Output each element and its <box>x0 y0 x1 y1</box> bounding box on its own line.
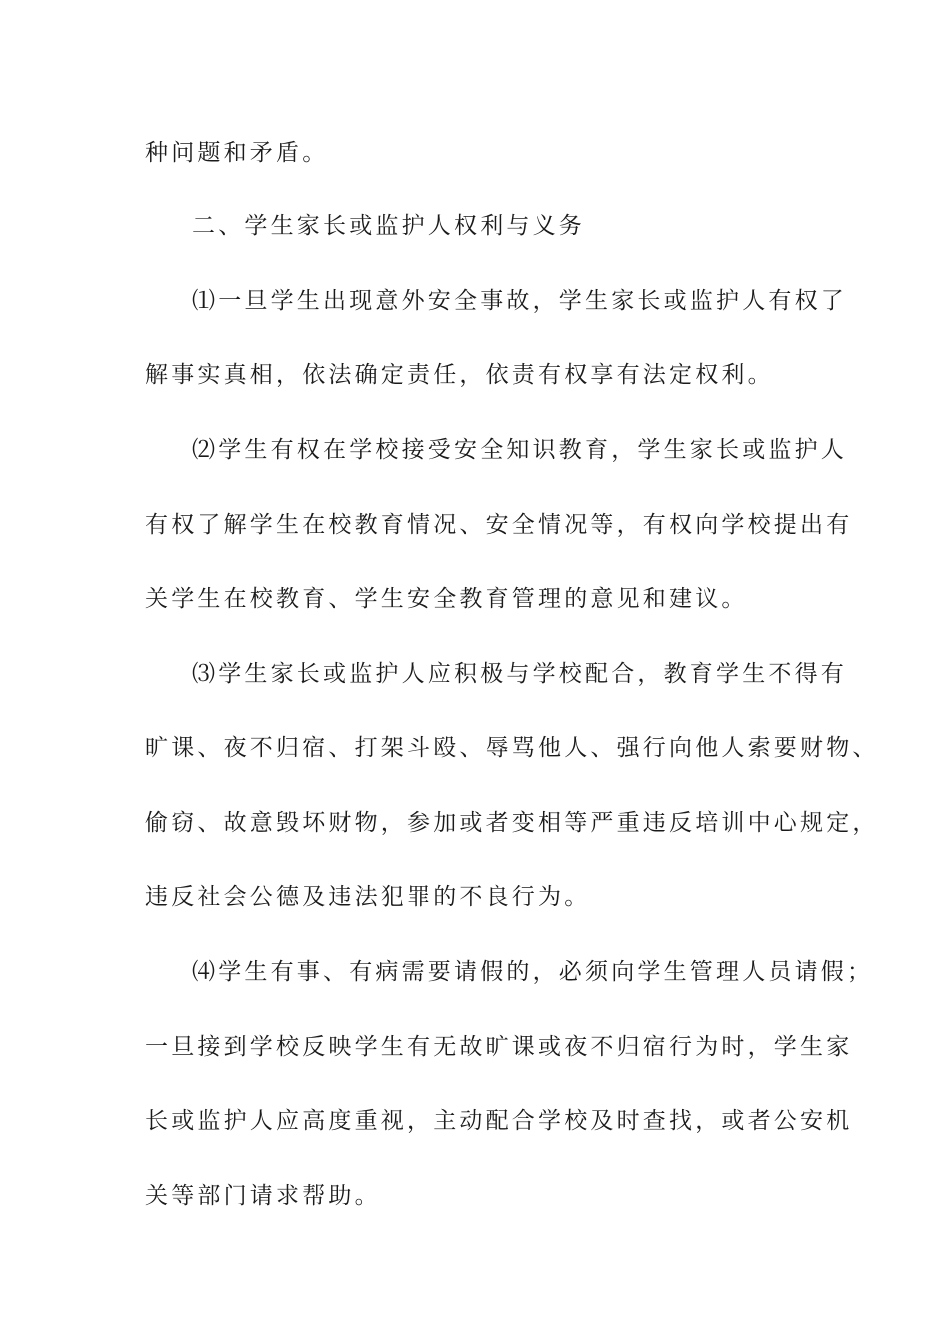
text-line: ⑵学生有权在学校接受安全知识教育，学生家长或监护人 <box>192 437 847 463</box>
text-line: 关等部门请求帮助。 <box>145 1183 381 1209</box>
text-line: 偷窃、故意毁坏财物，参加或者变相等严重违反培训中心规定， <box>145 810 879 836</box>
text-line: 违反社会公德及违法犯罪的不良行为。 <box>145 884 591 910</box>
text-line: 种问题和矛盾。 <box>145 140 329 166</box>
text-line: 旷课、夜不归宿、打架斗殴、辱骂他人、强行向他人索要财物、 <box>145 735 879 761</box>
text-line: 一旦接到学校反映学生有无故旷课或夜不归宿行为时，学生家 <box>145 1034 853 1060</box>
section-heading: 二、学生家长或监护人权利与义务 <box>192 213 585 239</box>
text-line: 关学生在校教育、学生安全教育管理的意见和建议。 <box>145 586 748 612</box>
text-line: 有权了解学生在校教育情况、安全情况等，有权向学校提出有 <box>145 512 853 538</box>
text-line: 解事实真相，依法确定责任，依责有权享有法定权利。 <box>145 362 774 388</box>
text-line: 长或监护人应高度重视，主动配合学校及时查找，或者公安机 <box>145 1108 853 1134</box>
text-line: ⑴一旦学生出现意外安全事故，学生家长或监护人有权了 <box>192 288 847 314</box>
text-line: ⑶学生家长或监护人应积极与学校配合，教育学生不得有 <box>192 661 847 687</box>
text-line: ⑷学生有事、有病需要请假的，必须向学生管理人员请假； <box>192 959 874 985</box>
